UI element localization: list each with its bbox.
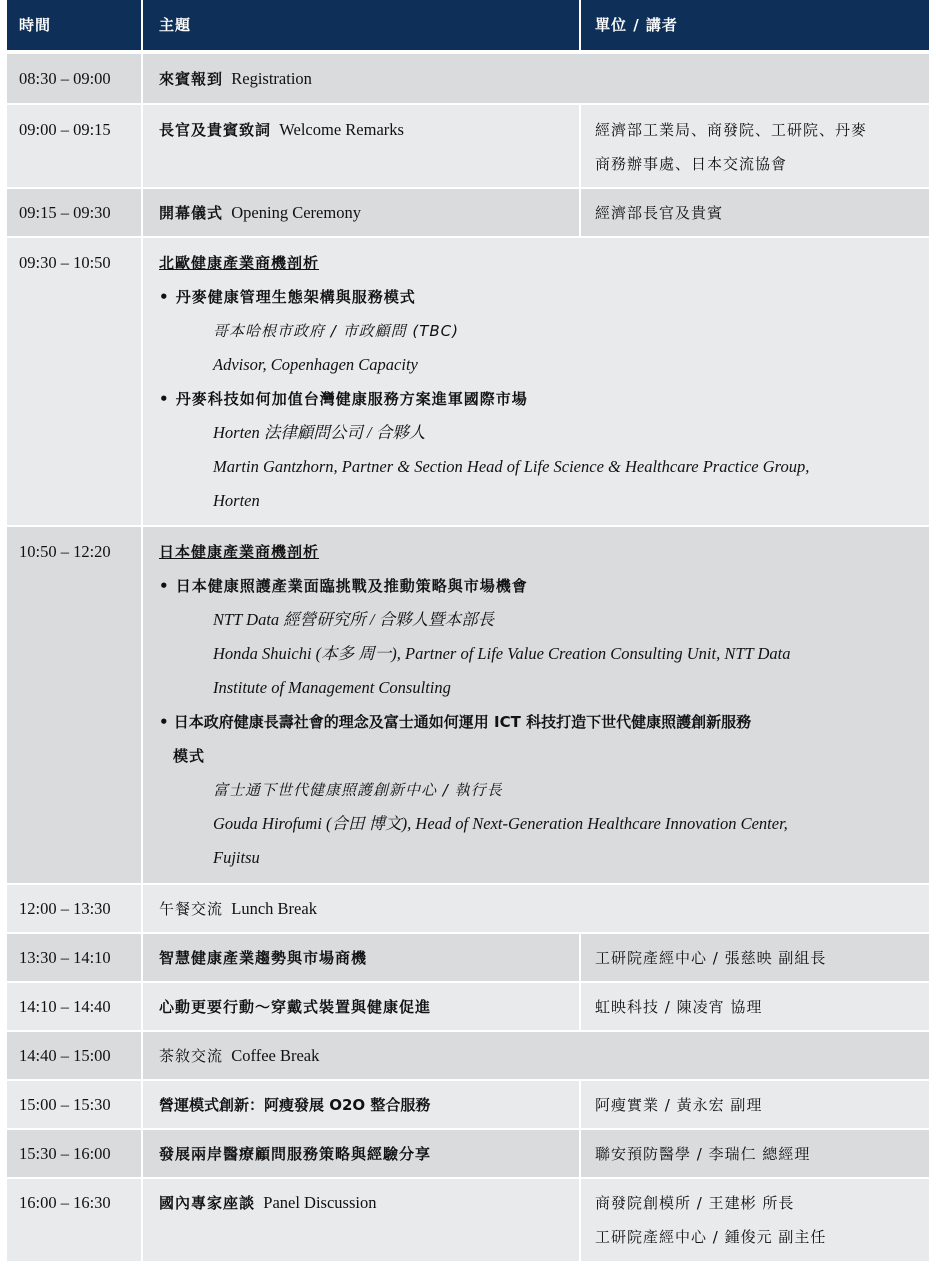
agenda-table — [7, 0, 929, 1261]
unit-line: 虹映科技 / 陳凌宵 協理 — [595, 998, 763, 1016]
time-cell: 14:40 – 15:00 — [7, 1032, 143, 1079]
time-cell: 10:50 – 12:20 — [7, 527, 143, 883]
unit-line: 經濟部工業局、商發院、工研院、丹麥 — [595, 121, 868, 139]
topic-en: Coffee Break — [231, 1046, 320, 1065]
topic-zh: 開幕儀式 — [159, 204, 224, 222]
bullet-title: • 丹麥健康管理生態架構與服務模式 — [159, 288, 416, 306]
table-row — [7, 189, 929, 236]
table-row — [7, 1081, 929, 1128]
topic-cell — [145, 527, 929, 883]
unit-line: 工研院產經中心 / 鍾俊元 副主任 — [595, 1228, 827, 1246]
time-cell: 09:00 – 09:15 — [7, 105, 143, 187]
speaker-line: Fujitsu — [213, 848, 260, 867]
header-time: 時間 — [7, 0, 143, 50]
speaker-line: Horten 法律顧問公司 / 合夥人 — [213, 423, 426, 442]
unit-line: 聯安預防醫學 / 李瑞仁 總經理 — [595, 1145, 811, 1163]
bullet-title: • 日本政府健康長壽社會的理念及富士通如何運用 ICT 科技打造下世代健康照護創新服務 — [159, 713, 752, 731]
topic-zh: 長官及貴賓致詞 — [159, 121, 272, 139]
topic-cell — [145, 1032, 929, 1079]
topic-cell — [145, 983, 581, 1030]
unit-cell — [581, 189, 929, 236]
topic-cell — [145, 934, 581, 981]
topic-cell — [145, 238, 929, 525]
bullet-title-cont: 模式 — [173, 747, 206, 765]
topic-en: Opening Ceremony — [231, 203, 361, 222]
topic-en: Lunch Break — [231, 899, 317, 918]
bullet-title: • 日本健康照護產業面臨挑戰及推動策略與市場機會 — [159, 577, 528, 595]
time-cell: 13:30 – 14:10 — [7, 934, 143, 981]
unit-cell — [581, 934, 929, 981]
table-header — [7, 0, 929, 50]
table-row — [7, 527, 929, 883]
speaker-line: Advisor, Copenhagen Capacity — [213, 355, 418, 374]
unit-line: 工研院產經中心 / 張慈映 副組長 — [595, 949, 827, 967]
speaker-line: Horten — [213, 491, 260, 510]
topic-en: Registration — [231, 69, 312, 88]
time-cell: 16:00 – 16:30 — [7, 1179, 143, 1261]
table-row — [7, 1032, 929, 1079]
topic-cell — [145, 54, 929, 103]
speaker-line: Honda Shuichi (本多 周一), Partner of Life Value Creation Consulting Unit, NTT Data — [213, 644, 791, 663]
section-heading: 日本健康產業商機剖析 — [159, 543, 320, 561]
table-row — [7, 1130, 929, 1177]
table-row — [7, 238, 929, 525]
topic-cell — [145, 105, 581, 187]
unit-cell — [581, 1130, 929, 1177]
time-cell: 14:10 – 14:40 — [7, 983, 143, 1030]
header-topic: 主題 — [145, 0, 581, 50]
topic-cell — [145, 189, 581, 236]
time-cell: 09:15 – 09:30 — [7, 189, 143, 236]
topic-en: Welcome Remarks — [279, 120, 404, 139]
unit-line: 商發院創模所 / 王建彬 所長 — [595, 1194, 795, 1212]
speaker-line: 哥本哈根市政府 / 市政顧問 (TBC) — [213, 322, 459, 340]
time-cell: 09:30 – 10:50 — [7, 238, 143, 525]
topic-zh: 來賓報到 — [159, 70, 224, 88]
table-row — [7, 54, 929, 103]
time-cell: 15:00 – 15:30 — [7, 1081, 143, 1128]
table-row — [7, 983, 929, 1030]
topic-zh: 發展兩岸醫療顧問服務策略與經驗分享 — [159, 1145, 432, 1163]
topic-zh: 心動更要行動～穿戴式裝置與健康促進 — [159, 998, 432, 1016]
time-cell: 12:00 – 13:30 — [7, 885, 143, 932]
topic-cell — [145, 1081, 581, 1128]
table-row — [7, 105, 929, 187]
topic-zh: 國內專家座談 — [159, 1194, 256, 1212]
topic-zh: 營運模式創新：阿瘦發展 O2O 整合服務 — [159, 1096, 431, 1114]
time-cell: 15:30 – 16:00 — [7, 1130, 143, 1177]
unit-cell — [581, 105, 929, 187]
speaker-line: NTT Data 經營研究所 / 合夥人暨本部長 — [213, 610, 495, 629]
unit-line: 商務辦事處、日本交流協會 — [595, 155, 788, 173]
table-row — [7, 1179, 929, 1261]
speaker-line: Martin Gantzhorn, Partner & Section Head of Life Science & Healthcare Practice Group, — [213, 457, 810, 476]
topic-en: Panel Discussion — [263, 1193, 377, 1212]
header-unit: 單位 / 講者 — [595, 16, 678, 34]
topic-cell — [145, 1130, 581, 1177]
speaker-line: Institute of Management Consulting — [213, 678, 451, 697]
topic-zh: 茶敘交流 — [159, 1047, 224, 1065]
topic-cell — [145, 1179, 581, 1261]
topic-cell — [145, 885, 929, 932]
unit-cell — [581, 983, 929, 1030]
table-row — [7, 934, 929, 981]
speaker-line: Gouda Hirofumi (合田 博文), Head of Next-Generation Healthcare Innovation Center, — [213, 814, 788, 833]
topic-zh: 午餐交流 — [159, 900, 224, 918]
unit-cell — [581, 1179, 929, 1261]
unit-line: 阿瘦實業 / 黃永宏 副理 — [595, 1096, 763, 1114]
speaker-line: 富士通下世代健康照護創新中心 / 執行長 — [213, 781, 503, 799]
topic-zh: 智慧健康產業趨勢與市場商機 — [159, 949, 368, 967]
bullet-title: • 丹麥科技如何加值台灣健康服務方案進軍國際市場 — [159, 390, 528, 408]
unit-line: 經濟部長官及貴賓 — [595, 204, 724, 222]
section-heading: 北歐健康產業商機剖析 — [159, 254, 320, 272]
time-cell: 08:30 – 09:00 — [7, 54, 143, 103]
unit-cell — [581, 1081, 929, 1128]
table-row — [7, 885, 929, 932]
